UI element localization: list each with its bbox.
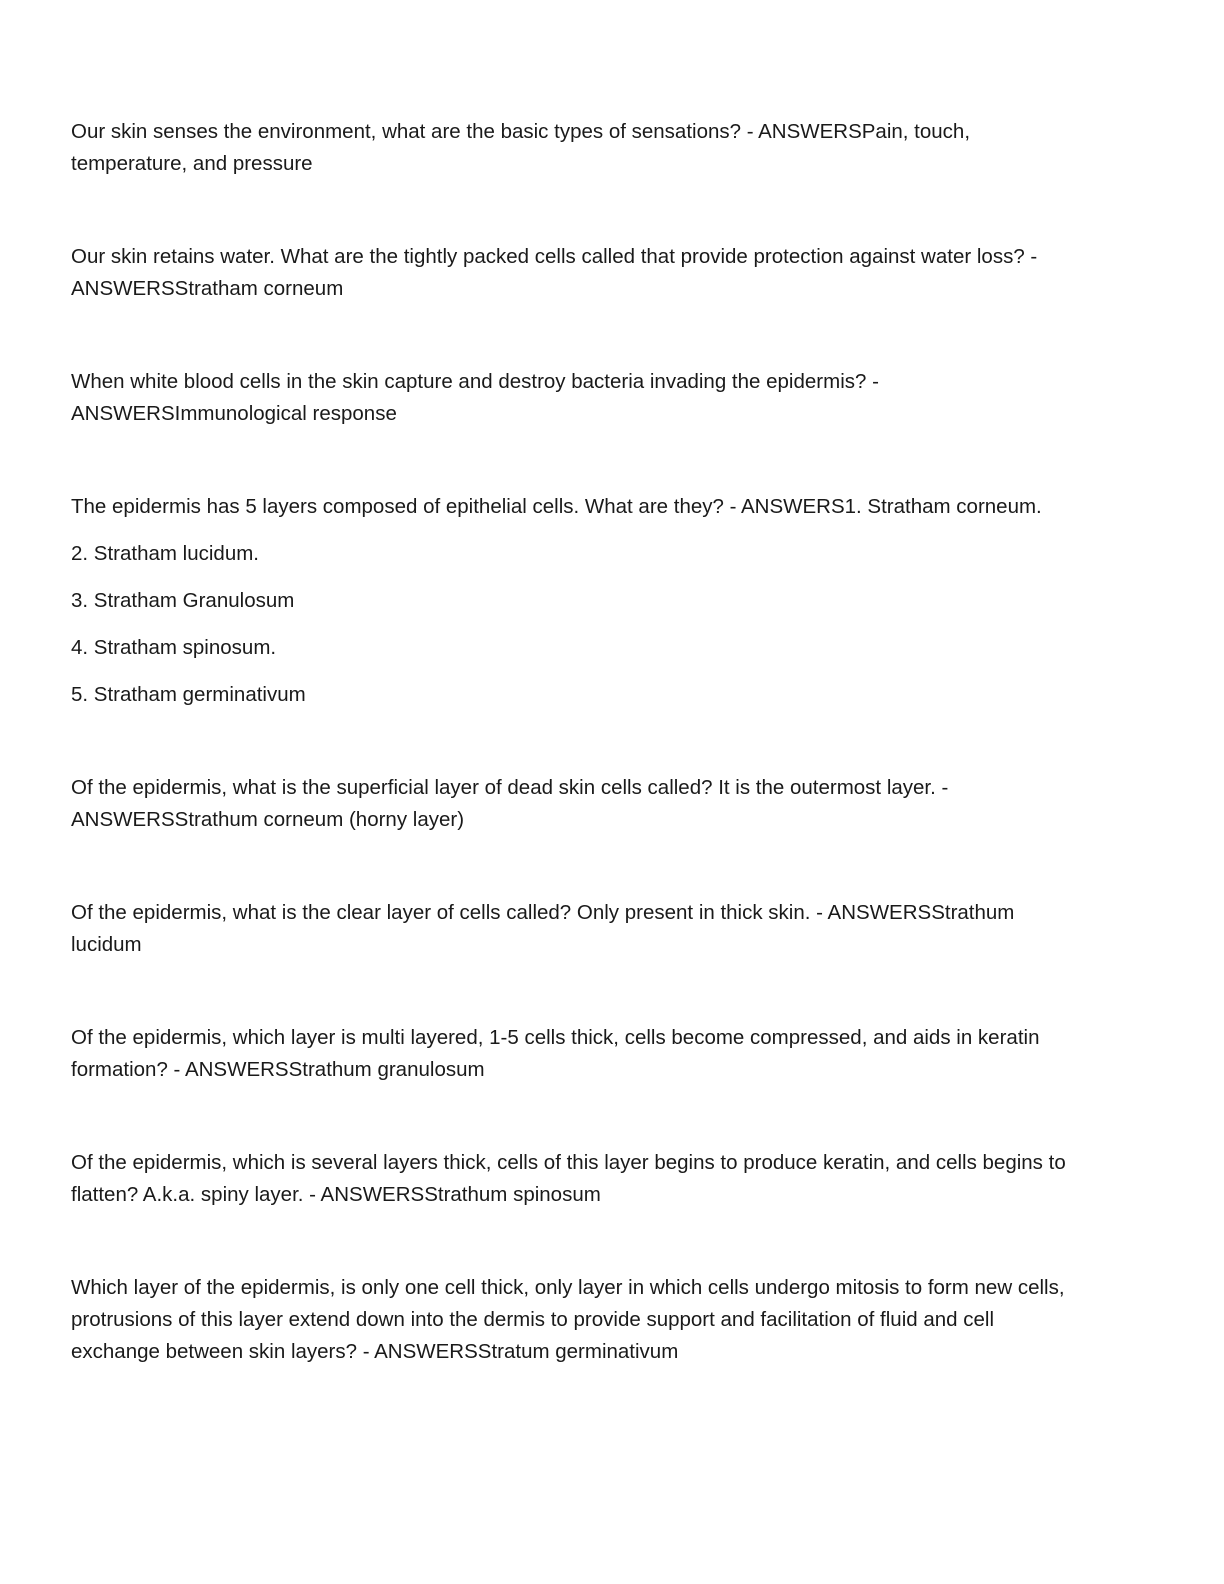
qa-text-line: Our skin retains water. What are the tightly packed cells called that provide protection against water loss? - (71, 245, 1038, 268)
qa-text-line: Which layer of the epidermis, is only one cell thick, only layer in which cells undergo mitosis to form new cells, (71, 1276, 1065, 1299)
list-item: 4. Stratham spinosum. (71, 636, 277, 659)
qa-text-line: formation? - ANSWERSStrathum granulosum (71, 1058, 485, 1081)
qa-item-spinosum (71, 1147, 1151, 1211)
qa-text-line: ANSWERSStrathum corneum (horny layer) (71, 808, 465, 831)
document-page (71, 116, 1151, 1429)
list-item: 5. Stratham germinativum (71, 683, 306, 706)
list-item: 2. Stratham lucidum. (71, 542, 259, 565)
qa-text-line: lucidum (71, 933, 142, 956)
qa-text-line: temperature, and pressure (71, 152, 313, 175)
qa-text-line: Of the epidermis, what is the superficial layer of dead skin cells called? It is the outermost layer. - (71, 776, 949, 799)
qa-text-line: Of the epidermis, what is the clear layer of cells called? Only present in thick skin. - ANSWERSStrathum (71, 901, 1015, 924)
qa-text-line: ANSWERSStratham corneum (71, 277, 344, 300)
qa-text-line: ANSWERSImmunological response (71, 402, 397, 425)
qa-item-epidermis-layers (71, 491, 1151, 711)
qa-text-line: protrusions of this layer extend down into the dermis to provide support and facilitation of fluid and cell (71, 1308, 995, 1331)
qa-text-line: flatten? A.k.a. spiny layer. - ANSWERSStrathum spinosum (71, 1183, 601, 1206)
qa-item-germinativum (71, 1272, 1151, 1368)
qa-text-line: Our skin senses the environment, what are the basic types of sensations? - ANSWERSPain, touch, (71, 120, 971, 143)
qa-item-corneum (71, 772, 1151, 836)
qa-item-granulosum (71, 1022, 1151, 1086)
qa-item-sensations (71, 116, 1151, 180)
qa-item-immunological (71, 366, 1151, 430)
qa-text-line: Of the epidermis, which is several layers thick, cells of this layer begins to produce keratin, and cells begins to (71, 1151, 1066, 1174)
qa-text-line: The epidermis has 5 layers composed of epithelial cells. What are they? - ANSWERS1. Stratham corneum. (71, 495, 1042, 518)
qa-text-line: When white blood cells in the skin capture and destroy bacteria invading the epidermis? - (71, 370, 879, 393)
qa-text-line: Of the epidermis, which layer is multi layered, 1-5 cells thick, cells become compressed, and aids in keratin (71, 1026, 1040, 1049)
list-item: 3. Stratham Granulosum (71, 589, 295, 612)
qa-item-lucidum (71, 897, 1151, 961)
qa-text-line: exchange between skin layers? - ANSWERSStratum germinativum (71, 1340, 679, 1363)
qa-item-water-retention (71, 241, 1151, 305)
